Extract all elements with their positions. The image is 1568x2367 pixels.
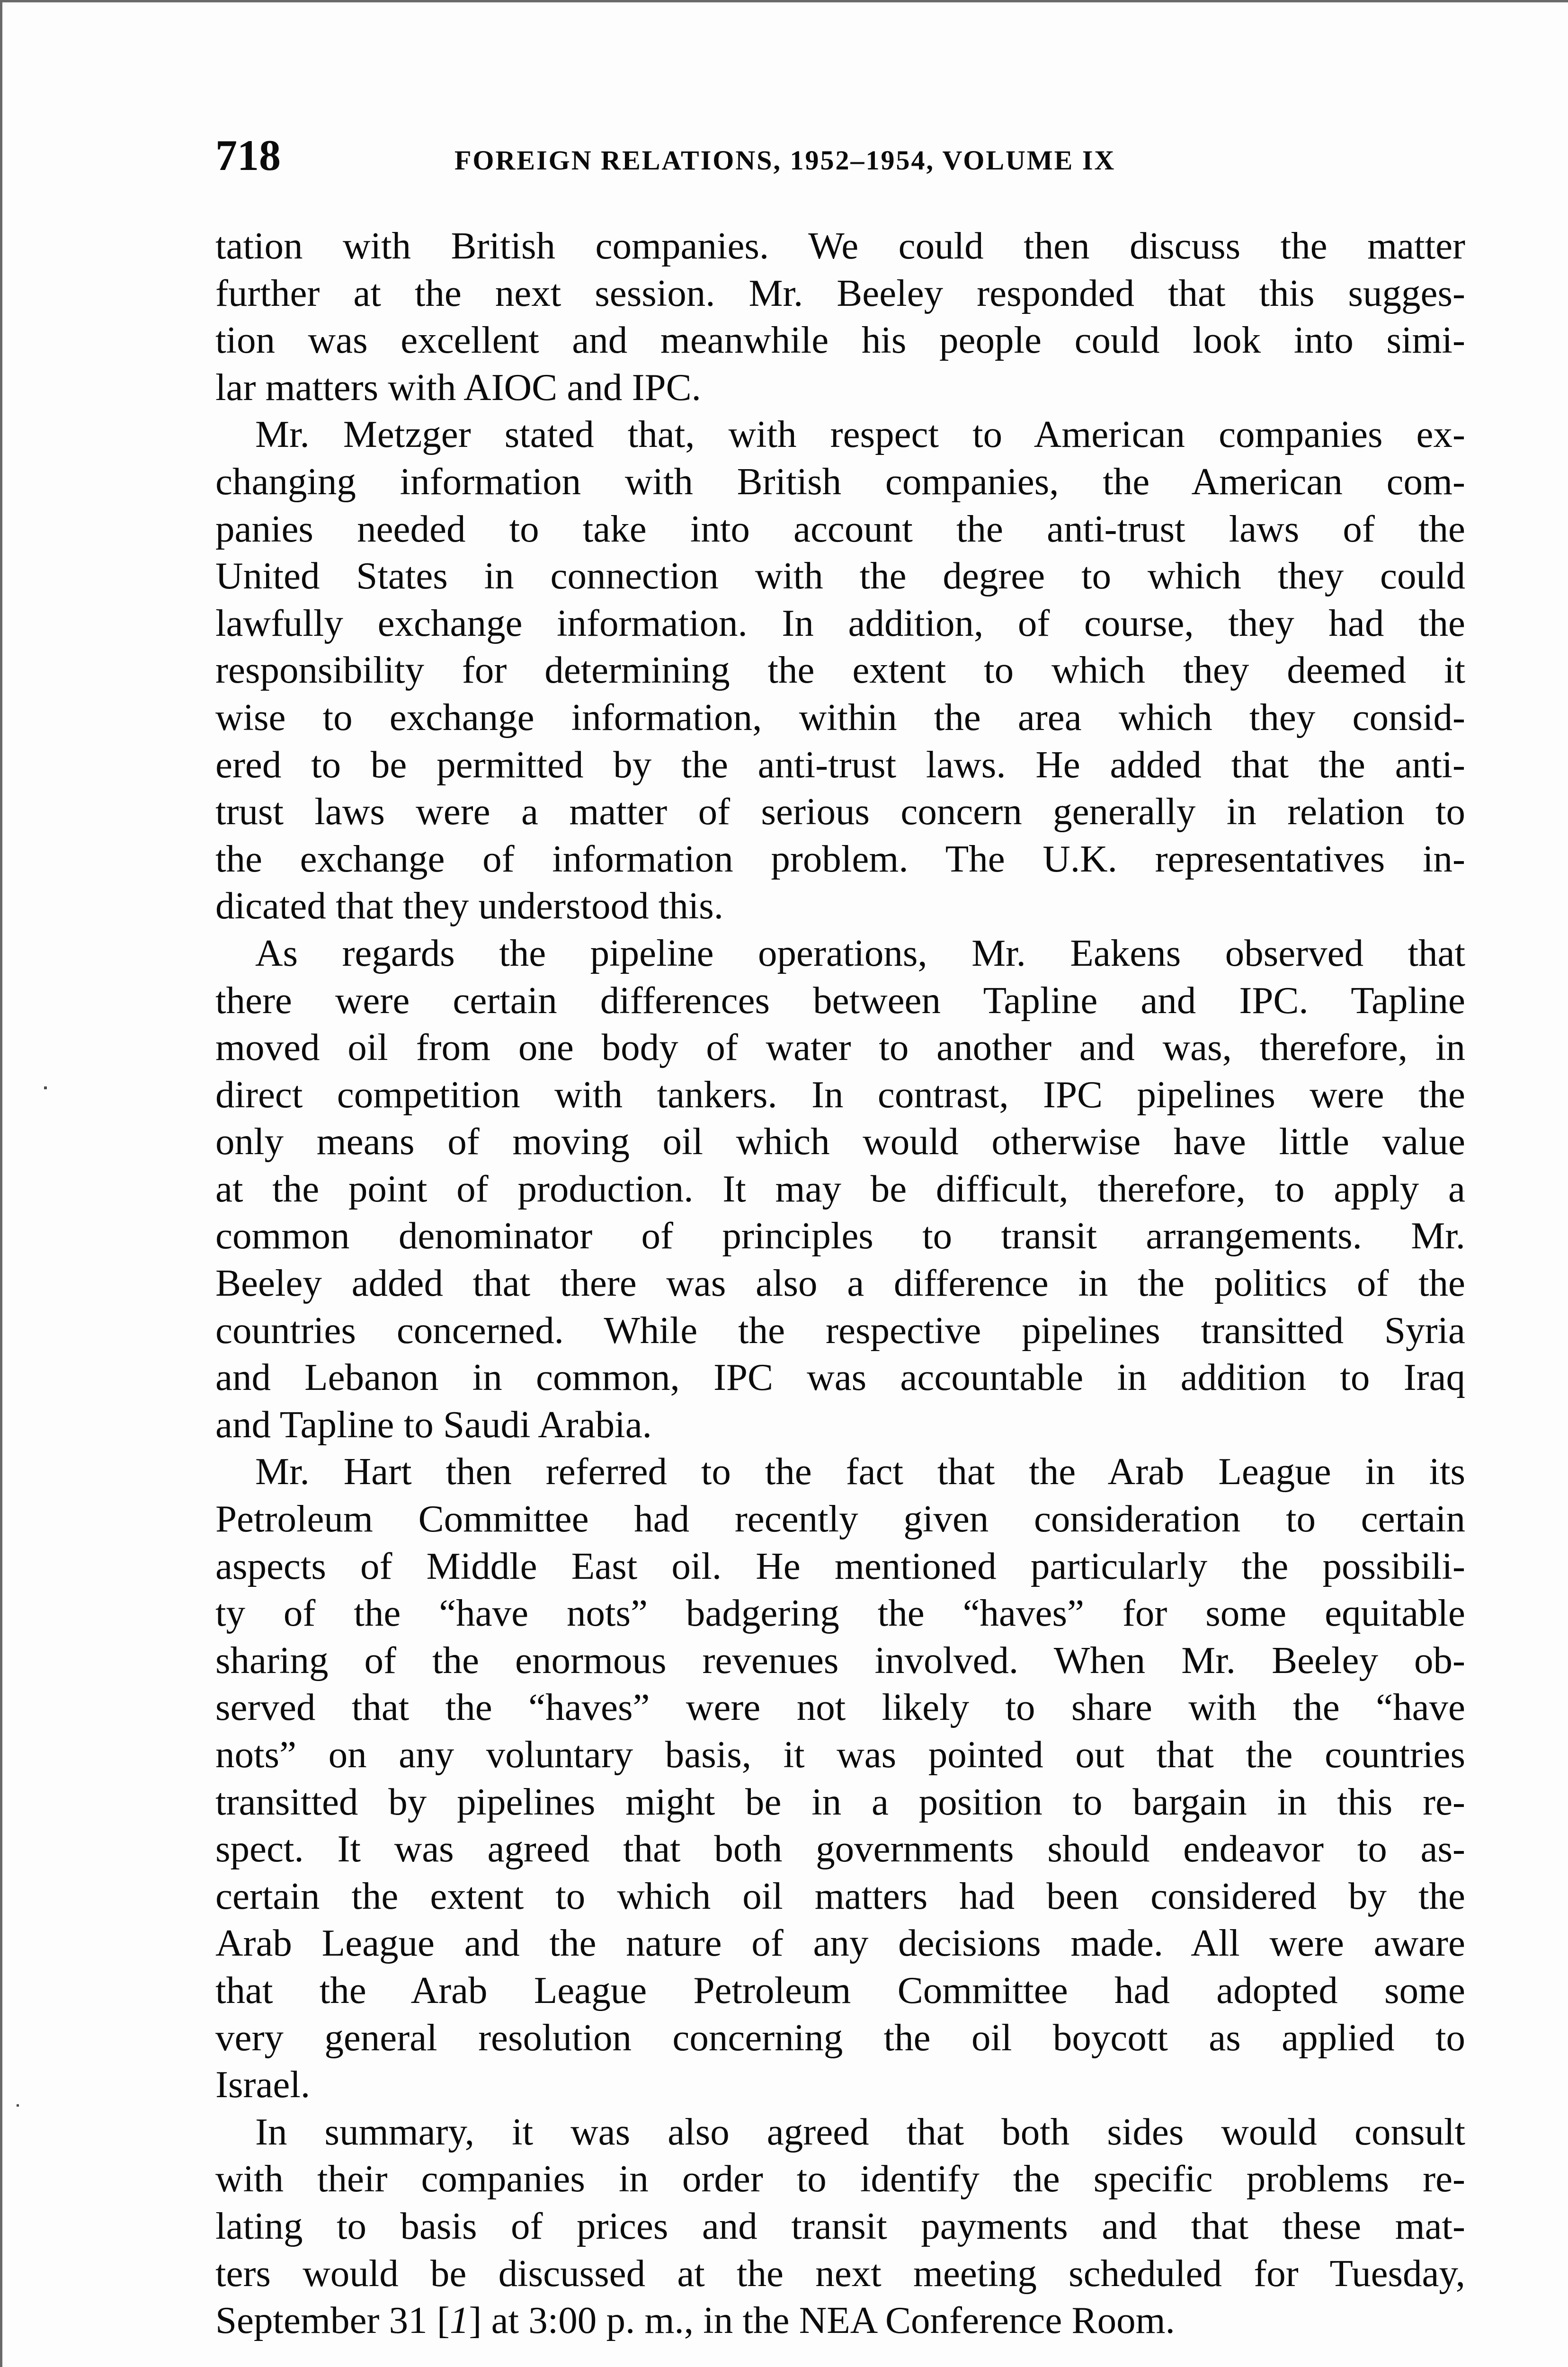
text-line: only means of moving oil which would otherwise have little value [215,1120,1465,1163]
text-line: there were certain differences between Tapline and IPC. Tapline [215,979,1465,1022]
text-line: the exchange of information problem. The U.K. representatives in- [215,837,1465,880]
text-line: countries concerned. While the respective pipelines transitted Syria [215,1308,1465,1352]
text-line: As regards the pipeline operations, Mr. Eakens observed that [255,931,1465,974]
text-line: Mr. Hart then referred to the fact that the Arab League in its [255,1450,1465,1493]
text-line: Mr. Metzger stated that, with respect to American companies ex- [255,413,1465,456]
text-line: tation with British companies. We could then discuss the matter [215,224,1465,267]
text-line: and Tapline to Saudi Arabia. [215,1403,652,1446]
text-line: at the point of production. It may be difficult, therefore, to apply a [215,1167,1465,1210]
text-line: certain the extent to which oil matters had been considered by the [215,1874,1465,1917]
running-head: FOREIGN RELATIONS, 1952–1954, VOLUME IX [454,145,1116,176]
text-line: and Lebanon in common, IPC was accountable in addition to Iraq [215,1356,1465,1399]
body-text [215,222,1465,2344]
text-line: ty of the “have nots” badgering the “haves” for some equitable [215,1592,1465,1635]
margin-speck [17,2104,19,2107]
text-line: lawfully exchange information. In addition, of course, they had the [215,601,1465,644]
text-line: ters would be discussed at the next meeting scheduled for Tuesday, [215,2251,1465,2295]
text-line: lating to basis of prices and transit payments and that these mat- [215,2204,1465,2247]
text-line: wise to exchange information, within the area which they consid- [215,695,1465,739]
text-line: lar matters with AIOC and IPC. [215,365,701,409]
text-line: transitted by pipelines might be in a position to bargain in this re- [215,1780,1465,1823]
page-header [215,129,1465,196]
text-line: September 31 [1] at 3:00 p. m., in the NEA Conference Room. [215,2299,1175,2342]
text-line: aspects of Middle East oil. He mentioned particularly the possibili- [215,1544,1465,1587]
text-line: Arab League and the nature of any decisions made. All were aware [215,1922,1465,1965]
text-line: common denominator of principles to transit arrangements. Mr. [215,1214,1465,1257]
text-line: spect. It was agreed that both governments should endeavor to as- [215,1827,1465,1870]
text-line: Beeley added that there was also a difference in the politics of the [215,1262,1465,1305]
text-line: responsibility for determining the extent to which they deemed it [215,649,1465,692]
text-line: direct competition with tankers. In contrast, IPC pipelines were the [215,1073,1465,1116]
text-line: nots” on any voluntary basis, it was pointed out that the countries [215,1733,1465,1776]
text-line: that the Arab League Petroleum Committee had adopted some [215,1968,1465,2011]
text-line: United States in connection with the degree to which they could [215,554,1465,597]
text-line: sharing of the enormous revenues involved. When Mr. Beeley ob- [215,1638,1465,1682]
page-number: 718 [215,131,281,179]
text-line: moved oil from one body of water to another and was, therefore, in [215,1026,1465,1069]
text-line: further at the next session. Mr. Beeley responded that this sugges- [215,271,1465,314]
text-line: trust laws were a matter of serious concern generally in relation to [215,790,1465,833]
text-line: dicated that they understood this. [215,884,724,927]
text-line: Petroleum Committee had recently given consideration to certain [215,1497,1465,1540]
margin-speck [44,1086,47,1089]
text-line: with their companies in order to identify the specific problems re- [215,2157,1465,2200]
text-line: served that the “haves” were not likely to share with the “have [215,1686,1465,1729]
text-line: ered to be permitted by the anti-trust laws. He added that the anti- [215,743,1465,786]
text-line: Israel. [215,2063,311,2106]
text-line: In summary, it was also agreed that both sides would consult [255,2110,1465,2153]
text-line: tion was excellent and meanwhile his people could look into simi- [215,319,1465,362]
text-line: panies needed to take into account the anti-trust laws of the [215,507,1465,550]
text-line: very general resolution concerning the oil boycott as applied to [215,2016,1465,2059]
text-line: changing information with British companies, the American com- [215,460,1465,503]
